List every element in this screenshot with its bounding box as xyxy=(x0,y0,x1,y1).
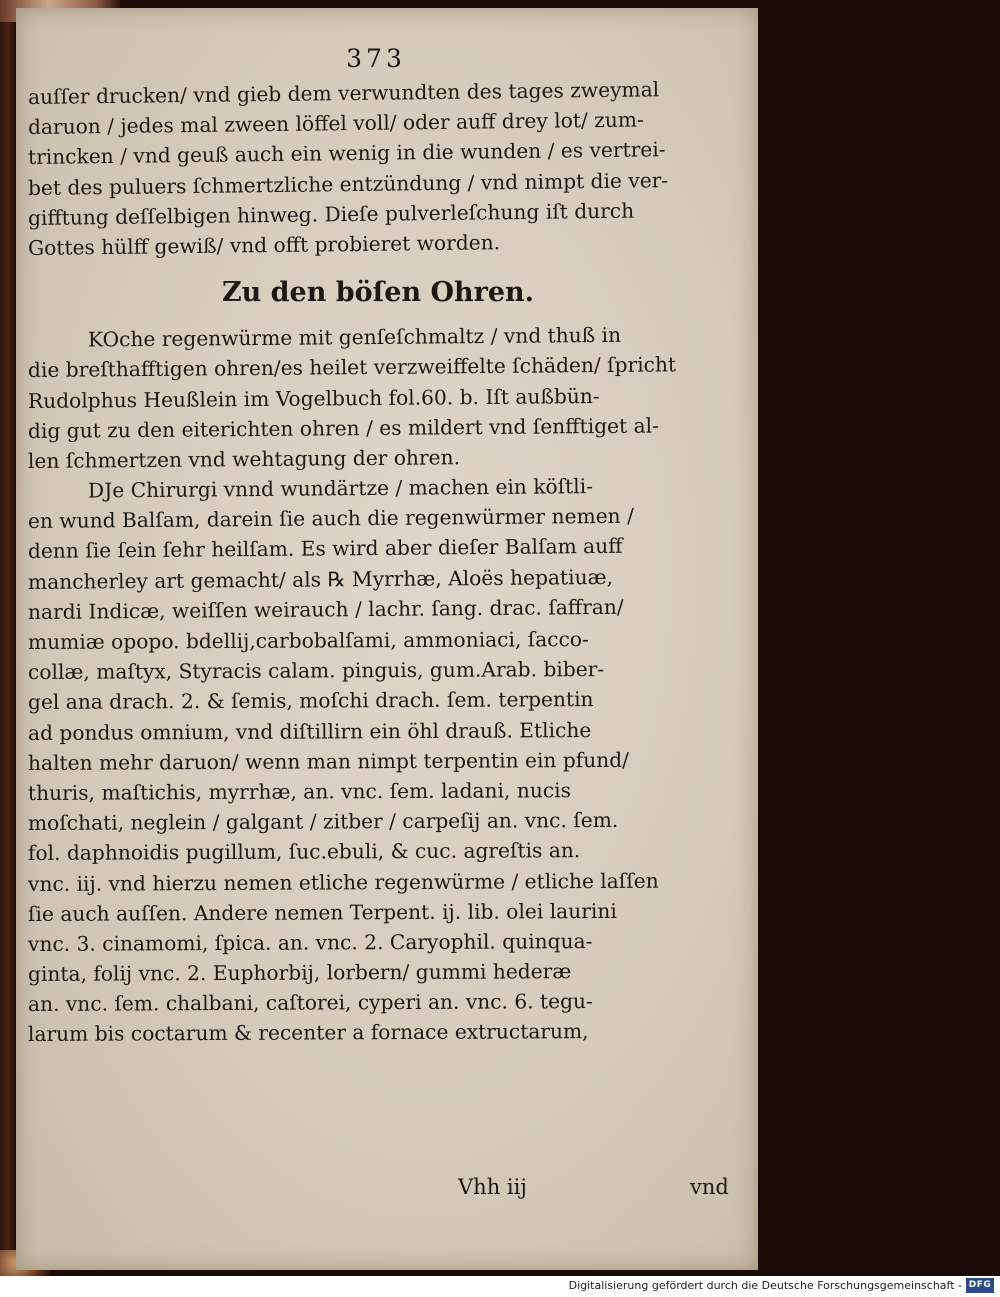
text-line: larum bis coctarum & recenter a fornace extructarum, xyxy=(27,1019,589,1047)
text-line: en wund Balſam, darein ſie auch die regenwürmer nemen / xyxy=(27,503,634,534)
text-line: bet des puluers ſchmertzliche entzündung / vnd nimpt die ver- xyxy=(27,167,669,200)
section-heading: Zu den böſen Ohren. xyxy=(221,277,535,309)
text-line: DJe Chirurgi vnnd wundärtze / machen ein köſtli- xyxy=(87,474,594,503)
text-line: vnc. iij. vnd hierzu nemen etliche regenwürme / etliche laſſen xyxy=(27,868,659,896)
text-line: an. vnc. ſem. chalbani, caſtorei, cyperi an. vnc. 6. tegu- xyxy=(27,989,593,1017)
text-line: thuris, maſtichis, myrrhæ, an. vnc. ſem. ladani, nucis xyxy=(27,778,571,805)
text-line: daruon / jedes mal zween löffel voll/ oder auff drey lot/ zum- xyxy=(27,107,644,140)
text-line: mancherley art gemacht/ als ℞ Myrrhæ, Aloës hepatiuæ, xyxy=(27,564,614,594)
page-number: 373 xyxy=(346,44,406,73)
text-line: dig gut zu den eiterichten ohren / es mildert vnd ſenfftiget al- xyxy=(27,413,659,443)
text-line: ad pondus omnium, vnd diſtillirn ein öhl drauß. Etliche xyxy=(27,717,592,745)
funding-credit: Digitalisierung gefördert durch die Deutsche Forschungsgemeinschaft - xyxy=(568,1279,962,1292)
text-line: len ſchmertzen vnd wehtagung der ohren. xyxy=(27,445,461,473)
text-line: auſſer drucken/ vnd gieb dem verwundten des tages zweymal xyxy=(27,77,660,109)
page-foot xyxy=(28,1172,728,1202)
dfg-logo-icon[interactable]: DFG xyxy=(966,1278,994,1293)
book-binding-edge xyxy=(0,0,16,1276)
text-line: KOche regenwürme mit genſeſchmaltz / vnd thuß in xyxy=(87,322,622,352)
text-line: collæ, maſtyx, Styracis calam. pinguis, gum.Arab. biber- xyxy=(27,657,605,685)
signature-mark: Vhh iij xyxy=(458,1175,527,1199)
catchword: vnd xyxy=(690,1175,729,1199)
book-page xyxy=(16,8,758,1270)
text-line: Gottes hülff gewiß/ vnd offt probieret worden. xyxy=(27,230,501,260)
footer-bar xyxy=(0,1276,1000,1297)
text-line: Rudolphus Heußlein im Vogelbuch fol.60. b. Iſt außbün- xyxy=(27,383,600,413)
text-line: nardi Indicæ, weiſſen weirauch / lachr. ſang. drac. ſaffran/ xyxy=(27,594,624,624)
text-line: trincken / vnd geuß auch ein wenig in die wunden / es vertrei- xyxy=(27,137,666,170)
text-line: gel ana drach. 2. & ſemis, moſchi drach. ſem. terpentin xyxy=(27,687,594,715)
text-line: die breſthafftigen ohren/es heilet verzweiffelte ſchäden/ ſpricht xyxy=(27,352,677,383)
text-line: ſie auch auſſen. Andere nemen Terpent. ij. lib. olei laurini xyxy=(27,898,617,926)
text-line: halten mehr daruon/ wenn man nimpt terpentin ein pfund/ xyxy=(27,747,629,775)
text-line: denn ſie ſein ſehr heilſam. Es wird aber dieſer Balſam auff xyxy=(27,534,623,564)
text-line: vnc. 3. cinamomi, ſpica. an. vnc. 2. Caryophil. quinqua- xyxy=(27,928,593,956)
text-line: gifftung deſſelbigen hinweg. Dieſe pulverleſchung iſt durch xyxy=(27,198,635,230)
text-line: moſchati, neglein / galgant / zitber / carpeſij an. vnc. ſem. xyxy=(27,808,619,836)
text-line: mumiæ opopo. bdellij,carbobalſami, ammoniaci, ſacco- xyxy=(27,627,589,654)
text-line: fol. daphnoidis pugillum, ſuc.ebuli, & cuc. agreſtis an. xyxy=(27,838,581,866)
page-text-block xyxy=(27,77,729,1199)
text-line: ginta, folij vnc. 2. Euphorbij, lorbern/ gummi hederæ xyxy=(27,959,572,987)
